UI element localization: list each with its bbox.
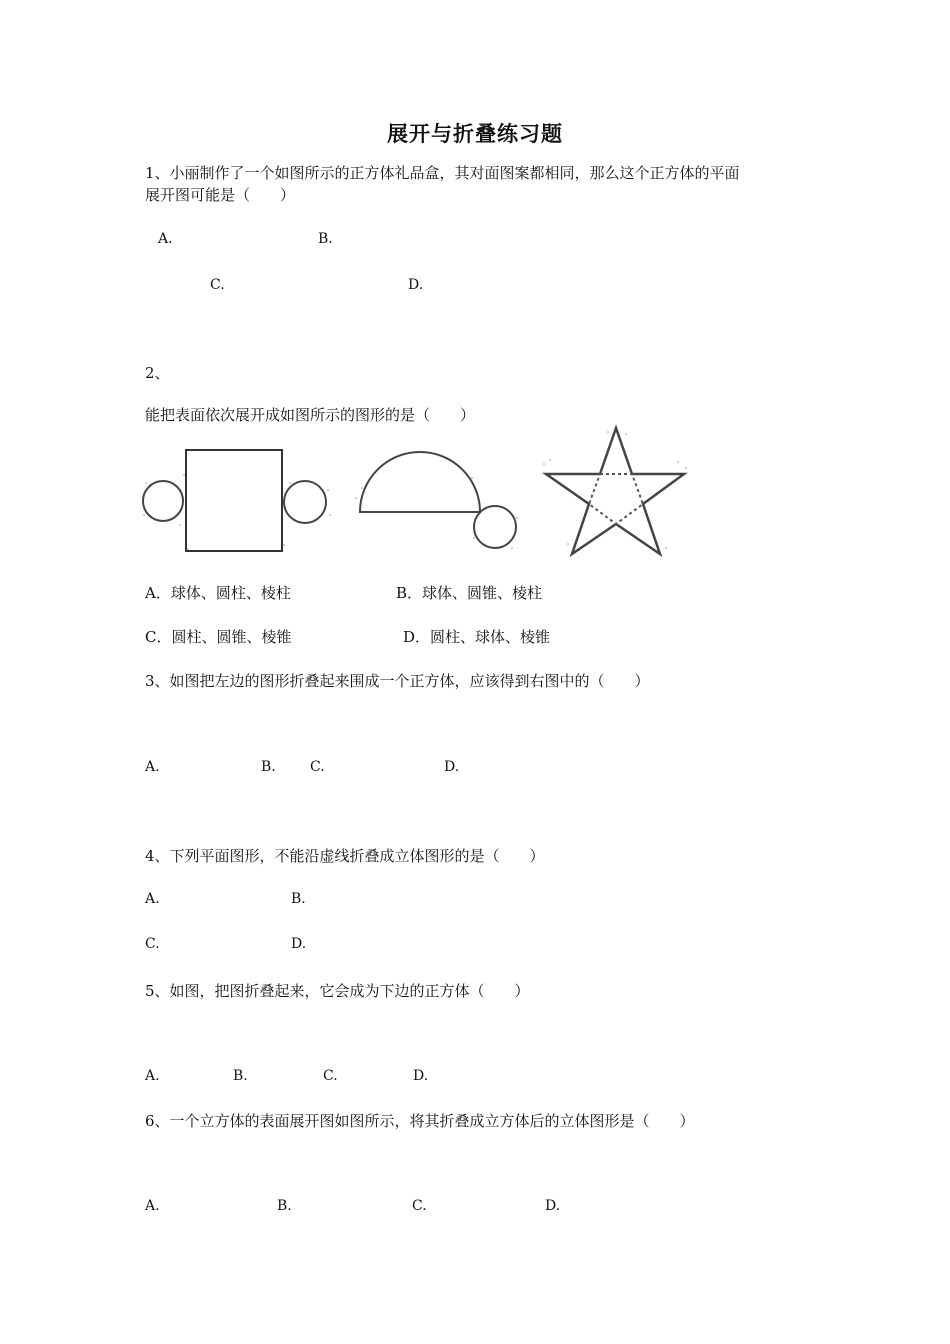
q2-option-a[interactable]: A．球体、圆柱、棱柱 — [145, 584, 291, 602]
q6-option-c[interactable]: C. — [412, 1198, 427, 1214]
q5-option-b[interactable]: B. — [233, 1068, 248, 1084]
q1-text-line2: 展开图可能是（ ） — [145, 186, 296, 204]
q2-cylinder-right-circle — [284, 481, 326, 523]
q6-option-b[interactable]: B. — [277, 1198, 292, 1214]
q4-option-b[interactable]: B. — [291, 891, 306, 907]
q1-option-c[interactable]: C. — [210, 277, 225, 293]
q5-text: 5、如图，把图折叠起来，它会成为下边的正方体（ ） — [145, 982, 530, 1000]
q1-text-line1: 1、小丽制作了一个如图所示的正方体礼品盒，其对面图案都相同，那么这个正方体的平面 — [145, 164, 740, 182]
q6-option-a[interactable]: A. — [145, 1198, 160, 1214]
q2-figure-cylinder-net — [140, 445, 335, 557]
q2-figure-star-net — [538, 424, 690, 559]
q2-text: 能把表面依次展开成如图所示的图形的是（ ） — [145, 406, 476, 424]
q3-option-c[interactable]: C. — [310, 759, 325, 775]
q1-option-d[interactable]: D. — [408, 277, 424, 293]
q2-option-b[interactable]: B．球体、圆锥、棱柱 — [396, 584, 543, 602]
q2-option-c[interactable]: C．圆柱、圆锥、棱锥 — [145, 628, 292, 646]
q6-option-d[interactable]: D. — [545, 1198, 561, 1214]
q4-text: 4、下列平面图形，不能沿虚线折叠成立体图形的是（ ） — [145, 847, 545, 865]
q2-cone-semicircle — [360, 452, 480, 512]
q2-star-fold-lines — [589, 474, 643, 524]
q6-text: 6、一个立方体的表面展开图如图所示，将其折叠成立方体后的立体图形是（ ） — [145, 1112, 695, 1130]
page-title: 展开与折叠练习题 — [387, 121, 563, 146]
q2-option-d[interactable]: D．圆柱、球体、棱锥 — [403, 628, 551, 646]
q2-cylinder-left-circle — [143, 481, 183, 521]
q3-text: 3、如图把左边的图形折叠起来围成一个正方体，应该得到右图中的（ ） — [145, 672, 650, 690]
q2-cone-base-circle — [474, 506, 516, 548]
q5-option-a[interactable]: A. — [145, 1068, 160, 1084]
q2-figure-cone-net — [352, 448, 522, 554]
q4-option-d[interactable]: D. — [291, 936, 307, 952]
q2-number: 2、 — [145, 364, 170, 382]
q3-option-a[interactable]: A. — [145, 759, 160, 775]
q2-cylinder-rectangle — [186, 450, 282, 551]
q4-option-a[interactable]: A. — [145, 891, 160, 907]
q1-option-b[interactable]: B. — [318, 231, 333, 247]
q5-option-d[interactable]: D. — [413, 1068, 429, 1084]
q1-option-a[interactable]: A. — [158, 231, 173, 247]
q2-star-outline — [546, 428, 684, 554]
q4-option-c[interactable]: C. — [145, 936, 160, 952]
q3-option-d[interactable]: D. — [444, 759, 460, 775]
q5-option-c[interactable]: C. — [323, 1068, 338, 1084]
q3-option-b[interactable]: B. — [261, 759, 276, 775]
